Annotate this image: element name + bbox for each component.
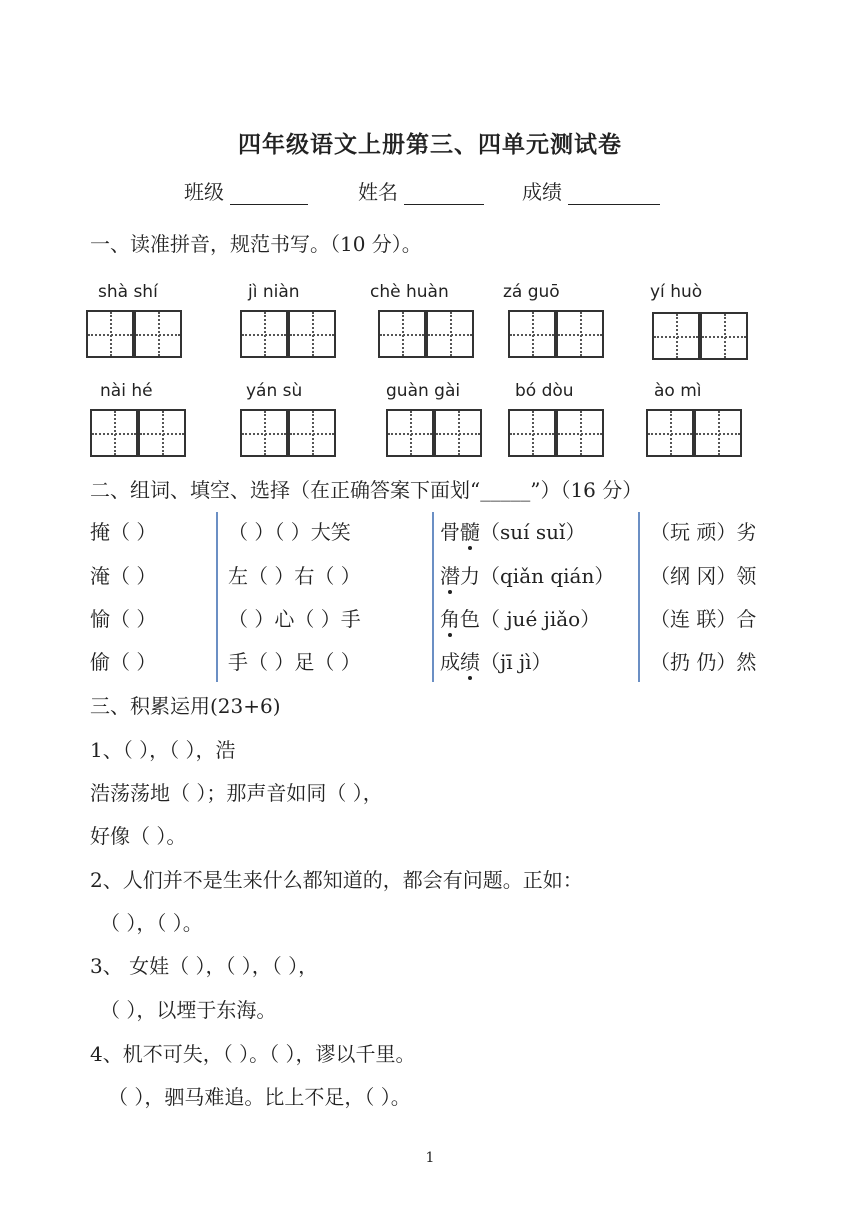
pinyin-options[interactable]: 力（qiǎn qián） xyxy=(460,564,615,588)
writing-grid-box[interactable] xyxy=(508,409,556,457)
writing-grid-box[interactable] xyxy=(240,310,288,358)
character-choice[interactable]: （纲 冈）领 xyxy=(650,564,757,588)
writing-grid-box[interactable] xyxy=(138,409,186,457)
writing-grid-box[interactable] xyxy=(508,310,556,358)
score-label: 成绩 xyxy=(522,180,562,204)
dotted-char: 髓 xyxy=(460,520,480,544)
writing-grid-box[interactable] xyxy=(646,409,694,457)
character-choice[interactable]: （连 联）合 xyxy=(650,607,757,631)
score-field xyxy=(522,176,660,205)
question-line: （ ），驷马难追。比上不足，（ ）。 xyxy=(108,1085,411,1109)
word-prefix: 成 xyxy=(440,650,460,674)
question-line: 浩荡荡地（ ）；那声音如同（ ）， xyxy=(90,781,383,805)
pronunciation-choice xyxy=(440,603,600,632)
pinyin-label: jì niàn xyxy=(248,282,300,302)
writing-grid-box[interactable] xyxy=(556,310,604,358)
pinyin-label: shà shí xyxy=(98,282,158,302)
name-label: 姓名 xyxy=(358,180,398,204)
word-group-item: 淹（ ） xyxy=(90,564,157,588)
fill-blank-item: 左（ ）右（ ） xyxy=(228,564,361,588)
dotted-char: 潜 xyxy=(440,564,460,588)
fill-blank-item: （ ）心（ ）手 xyxy=(228,607,361,631)
word-group-item: 偷（ ） xyxy=(90,650,157,674)
column-divider xyxy=(432,512,434,682)
pinyin-label: yí huò xyxy=(650,282,703,302)
section1-heading: 一、读准拼音，规范书写。（10 分）。 xyxy=(90,232,422,256)
pinyin-label: guàn gài xyxy=(386,381,461,401)
pinyin-label: zá guō xyxy=(503,282,560,302)
pinyin-options[interactable]: （suí suǐ） xyxy=(480,520,586,544)
writing-grid-box[interactable] xyxy=(426,310,474,358)
name-field xyxy=(358,176,484,205)
writing-grid-box[interactable] xyxy=(86,310,134,358)
dotted-char: 绩 xyxy=(460,650,480,674)
writing-grid-box[interactable] xyxy=(134,310,182,358)
pinyin-label: bó dòu xyxy=(515,381,574,401)
writing-grid-box[interactable] xyxy=(240,409,288,457)
writing-grid-box[interactable] xyxy=(90,409,138,457)
pinyin-label: ào mì xyxy=(654,381,702,401)
class-field xyxy=(184,176,308,205)
pronunciation-choice xyxy=(440,560,614,589)
question-line: 3、 女娃（ ），（ ），（ ）， xyxy=(90,954,319,978)
word-prefix: 骨 xyxy=(440,520,460,544)
pronunciation-choice xyxy=(440,516,585,545)
writing-grid-box[interactable] xyxy=(652,312,700,360)
question-line: 好像（ ）。 xyxy=(90,824,187,848)
question-line: （ ），（ ）。 xyxy=(100,911,203,935)
pinyin-label: nài hé xyxy=(100,381,153,401)
column-divider xyxy=(638,512,640,682)
section3-heading: 三、积累运用(23+6) xyxy=(90,694,281,718)
pinyin-options[interactable]: （jī jì） xyxy=(480,650,552,674)
word-group-item: 愉（ ） xyxy=(90,607,157,631)
writing-grid-box[interactable] xyxy=(700,312,748,360)
dotted-char: 角 xyxy=(440,607,460,631)
writing-grid-box[interactable] xyxy=(434,409,482,457)
pinyin-label: yán sù xyxy=(246,381,303,401)
question-line: 4、机不可失，（ ）。（ ），谬以千里。 xyxy=(90,1042,416,1066)
character-choice[interactable]: （玩 顽）劣 xyxy=(650,520,757,544)
question-line: （ ），以堙于东海。 xyxy=(100,998,277,1022)
class-label: 班级 xyxy=(184,180,224,204)
character-choice[interactable]: （扔 仍）然 xyxy=(650,650,757,674)
writing-grid-box[interactable] xyxy=(378,310,426,358)
name-blank[interactable] xyxy=(404,184,484,205)
writing-grid-box[interactable] xyxy=(694,409,742,457)
fill-blank-item: 手（ ）足（ ） xyxy=(228,650,361,674)
pinyin-options[interactable]: 色（ jué jiǎo） xyxy=(460,607,601,631)
writing-grid-box[interactable] xyxy=(556,409,604,457)
page-number: 1 xyxy=(425,1150,435,1166)
question-line: 2、人们并不是生来什么都知道的，都会有问题。正如： xyxy=(90,868,583,892)
question-line: 1、（ ），（ ），浩 xyxy=(90,738,236,762)
writing-grid-box[interactable] xyxy=(288,409,336,457)
page-title: 四年级语文上册第三、四单元测试卷 xyxy=(238,131,622,158)
fill-blank-item: （ ）（ ）大笑 xyxy=(228,520,351,544)
class-blank[interactable] xyxy=(230,184,308,205)
pinyin-label: chè huàn xyxy=(370,282,449,302)
pronunciation-choice xyxy=(440,646,552,675)
column-divider xyxy=(216,512,218,682)
section2-heading: 二、组词、填空、选择（在正确答案下面划“_____”）（16 分） xyxy=(90,478,643,502)
word-group-item: 掩（ ） xyxy=(90,520,157,544)
writing-grid-box[interactable] xyxy=(386,409,434,457)
writing-grid-box[interactable] xyxy=(288,310,336,358)
score-blank[interactable] xyxy=(568,184,660,205)
